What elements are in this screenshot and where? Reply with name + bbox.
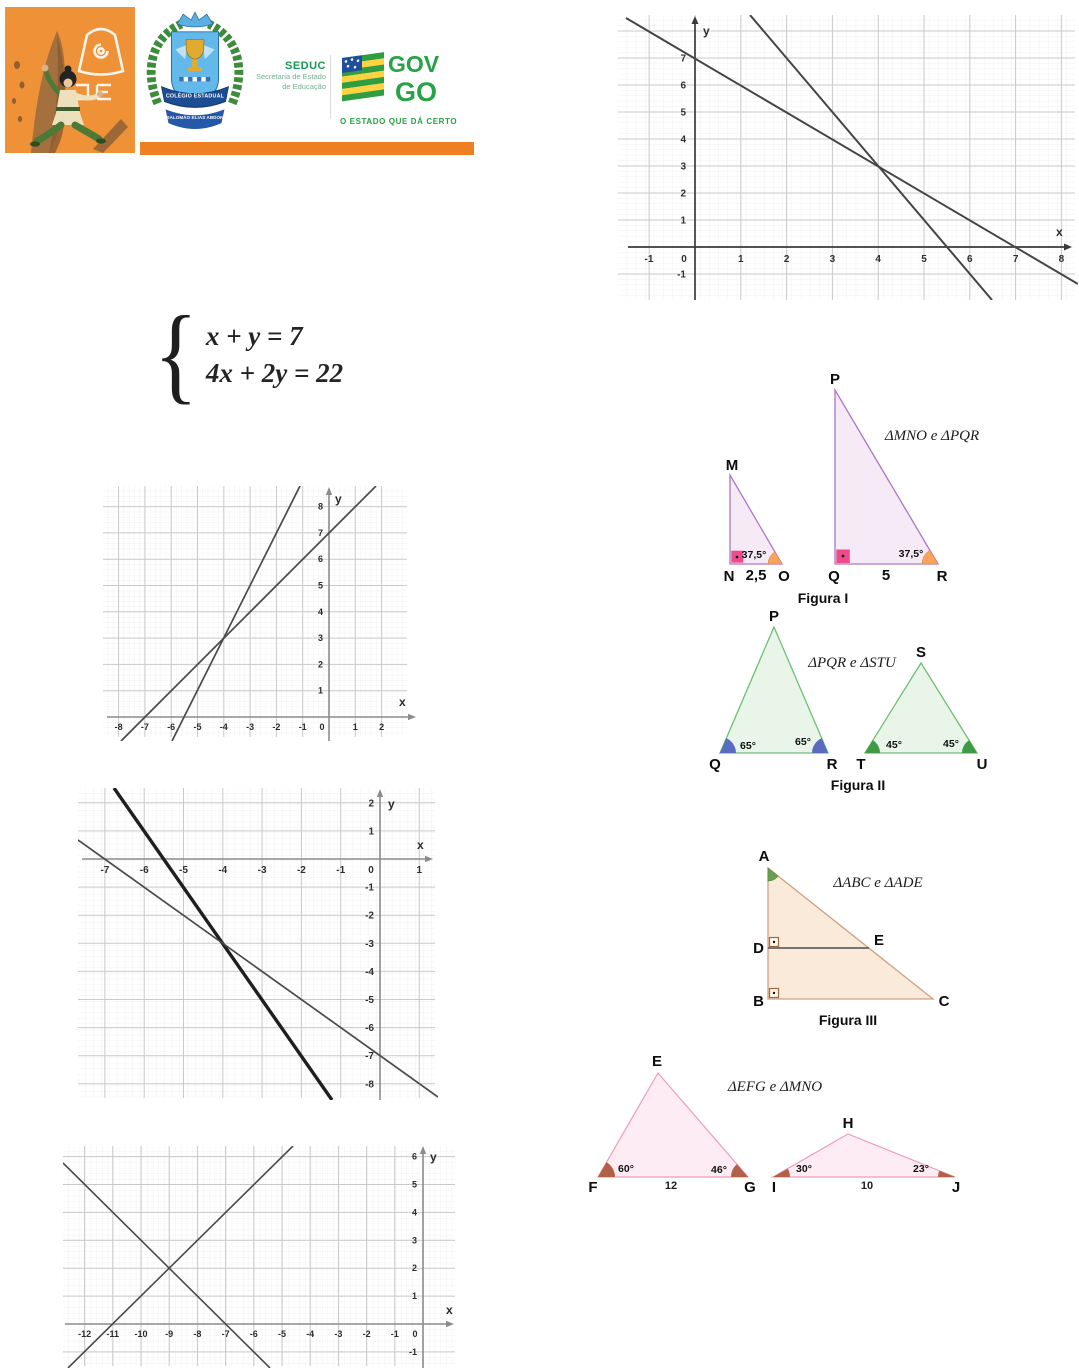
y-tick: -5 [365,995,374,1006]
triangle-pqr-green [720,627,828,753]
caption-figura3: Figura III [818,1012,878,1028]
vertex-b: B [753,993,764,1010]
govgo-tagline: O ESTADO QUE DÁ CERTO [340,117,458,126]
crest-trophy-stem [192,59,198,67]
x-tick: -5 [277,1329,287,1339]
rock-debris [14,61,20,69]
vertex-p: P [829,371,841,388]
vertex-o: O [778,568,790,585]
figura-2 [690,610,1010,798]
x-tick: -4 [306,1329,315,1339]
x-axis-label: x [1056,225,1063,239]
pair-label-figura2: ΔPQR e ΔSTU [808,655,896,671]
x-tick: -8 [114,722,123,732]
graph-left-upper [103,486,423,741]
angle-wedge-i [773,1169,790,1177]
vertex-n: N [723,568,735,585]
x-tick: 2 [783,254,790,265]
y-tick: 4 [411,1207,417,1218]
y-tick: -8 [365,1079,374,1091]
vertex-j: J [951,1179,961,1195]
vertex-s: S [915,644,927,661]
y-axis-label: y [388,797,395,811]
x-tick: 6 [967,254,973,265]
x-tick: -2 [272,722,281,732]
y-tick: -1 [408,1346,417,1357]
triangle-efg [598,1073,748,1177]
angle-value-o: 37,5° [741,549,767,561]
rock-debris [12,98,16,104]
x-tick: -5 [179,865,188,876]
x-tick: -11 [106,1329,120,1339]
x-axis-label: x [417,838,424,852]
govgo-logo [338,44,474,132]
x-tick: 0 [368,865,374,876]
y-tick: 5 [317,580,323,591]
right-angle-dot-d [773,941,775,943]
y-tick: 2 [680,188,686,200]
equation-line1: x + y = 7 [205,321,303,352]
y-tick: -1 [365,882,374,894]
x-tick: -2 [296,865,306,876]
angle-value-f: 60° [618,1163,634,1175]
vertex-t: T [856,756,866,773]
y-tick: 1 [411,1291,417,1302]
x-tick: -10 [134,1329,148,1339]
crest-school-name: COLÉGIO ESTADUAL [165,93,225,100]
angle-value-q: 65° [740,740,756,752]
rock-debris [18,116,22,122]
angle-value-g: 46° [711,1164,727,1176]
angle-value-j: 23° [913,1163,929,1175]
triangle-pqr [835,390,938,564]
caption-figura2: Figura II [830,777,886,793]
x-tick: -7 [221,1329,230,1339]
figura-1 [690,370,1010,615]
vertex-c: C [938,993,950,1010]
vertex-m: M [725,457,739,474]
vertex-p: P [768,610,780,625]
angle-value-i: 30° [796,1163,812,1175]
y-tick: -6 [365,1023,374,1035]
angle-wedge-j [938,1171,955,1177]
x-tick: 2 [379,722,385,732]
x-axis-label: x [446,1303,453,1317]
x-tick: -4 [219,722,228,732]
crest-checker-band [179,77,210,81]
x-tick: -1 [390,1329,399,1339]
vertex-d: D [753,940,764,957]
school-header [140,10,474,142]
x-axis-arrow [408,714,416,720]
x-tick: 0 [681,254,687,265]
figura-3 [720,845,1020,1030]
vertex-e: E [651,1053,663,1070]
equation-lines [206,313,343,397]
x-tick: -6 [249,1329,258,1339]
vertex-q: Q [709,756,721,773]
graph-bottom-left [63,1146,458,1368]
y-tick: -2 [365,910,374,922]
govgo-word2: GO [395,77,438,107]
seduc-name: SEDUC [284,60,326,72]
angle-value-t: 45° [886,739,902,751]
y-tick: 4 [680,134,686,146]
crest-trophy-base [188,67,202,71]
side-qr-length: 5 [881,567,891,584]
seduc-dept-line2: de Educação [282,81,326,91]
equation-system [150,295,344,414]
x-tick: -3 [257,865,267,876]
x-tick: -4 [218,865,228,876]
header-divider [330,55,331,119]
x-tick: -12 [78,1329,92,1339]
y-axis-label: y [703,24,710,38]
x-tick: -1 [644,254,654,265]
x-tick: 0 [412,1329,418,1339]
x-tick: 1 [416,865,423,876]
vertex-a: A [758,848,770,865]
x-tick: 8 [1058,254,1065,265]
x-tick: -3 [334,1329,343,1339]
header-orange-bar [140,142,474,155]
x-tick: -5 [193,722,202,732]
y-tick: 5 [680,107,686,119]
y-axis-label: y [335,492,342,506]
x-tick: 3 [829,254,836,265]
vertex-e: E [873,932,885,949]
x-tick: 1 [352,722,358,732]
y-tick: 3 [411,1235,417,1246]
govgo-word1: GOV [388,51,440,77]
y-tick: 7 [680,53,686,65]
vertex-q: Q [828,568,840,585]
side-fg-length: 12 [664,1180,678,1192]
y-tick: 1 [680,215,686,227]
crest-crown [177,12,212,27]
y-tick: 1 [368,826,374,838]
angle-value-r: 37,5° [898,548,924,560]
x-tick: 0 [319,722,325,732]
vertex-r: R [826,756,838,773]
vertex-f: F [588,1179,598,1195]
seduc-dept-line1: Secretaria de Estado [255,72,326,81]
triangle-stu [865,663,977,753]
seduc-block [238,60,326,92]
x-tick: 1 [738,254,744,265]
angle-value-r: 65° [795,736,811,748]
right-angle-dot-b [773,992,775,994]
x-tick: -7 [140,722,149,732]
x-tick: -6 [167,722,176,732]
pair-label-figura4: ΔEFG e ΔMNO [727,1079,823,1095]
y-tick: 2 [317,659,323,670]
x-tick: -1 [336,865,346,876]
x-tick: -7 [100,865,110,876]
y-tick: 1 [317,685,323,696]
y-tick: -3 [365,938,374,950]
y-tick: 8 [317,501,323,512]
y-tick: 6 [680,80,686,92]
y-tick: 4 [317,606,323,617]
vertex-r: R [936,568,948,585]
vertex-u: U [976,756,988,773]
vertex-g: G [744,1179,756,1195]
pair-label-figura1: ΔMNO e ΔPQR [884,428,980,444]
x-tick: -9 [165,1329,174,1339]
vertex-h: H [842,1115,854,1132]
y-tick: -1 [677,269,686,281]
y-tick: 6 [411,1151,417,1162]
school-crest [142,10,248,140]
y-tick: 2 [411,1263,417,1274]
x-tick: -2 [362,1329,371,1339]
right-angle-dot-q [842,555,845,558]
x-tick: -8 [193,1329,202,1339]
pair-label-figura3: ΔABC e ΔADE [833,875,923,891]
x-tick: -1 [298,722,307,732]
x-tick: 4 [875,254,881,265]
right-angle-dot-n [736,556,739,559]
vertex-i: I [771,1179,777,1195]
x-axis-label: x [399,695,406,709]
caption-figura1: Figura I [797,590,849,606]
x-tick: 5 [921,254,927,265]
rock-debris [20,82,25,89]
y-tick: 2 [368,798,374,810]
angle-value-u: 45° [943,738,959,750]
toph-illustration [5,7,135,153]
y-tick: -7 [365,1051,374,1063]
y-axis-label: y [430,1150,437,1164]
system-brace: { [153,295,198,414]
goias-flag-icon [342,52,384,101]
x-tick: 7 [1012,254,1019,265]
y-tick: 3 [680,161,686,173]
graph-top-right [618,15,1078,300]
y-tick: 6 [317,554,323,565]
equation-line2: 4x + 2y = 22 [205,358,344,389]
y-tick: 5 [411,1179,417,1190]
y-tick: 7 [317,527,323,538]
side-ij-length: 10 [860,1180,874,1192]
x-tick: -6 [139,865,149,876]
y-tick: -4 [365,966,374,978]
y-tick: 3 [317,633,323,644]
side-no-length: 2,5 [745,567,767,584]
x-tick: -3 [246,722,255,732]
crest-patron-name: SALOMÃO ELIAS ABDON [166,115,224,121]
figura-efg-mno [565,1050,1005,1195]
graph-left-middle [78,788,438,1100]
